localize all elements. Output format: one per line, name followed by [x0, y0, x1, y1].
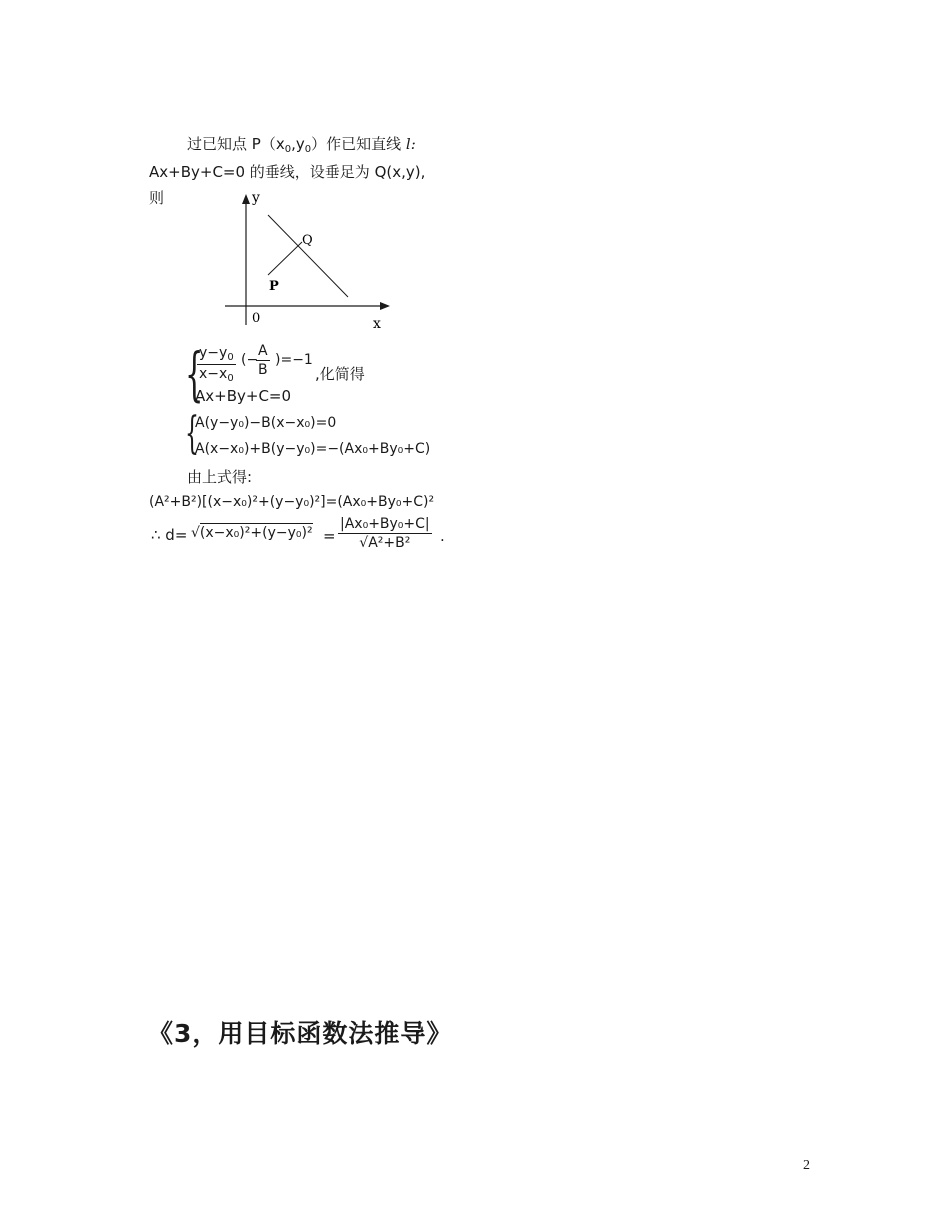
- line-l: [268, 215, 348, 297]
- intro-line-3: 则: [149, 189, 165, 207]
- system2-line1: A(y−y₀)−B(x−x₀)=0: [195, 415, 337, 431]
- point-q-label: Q: [302, 233, 313, 248]
- y-axis-label: y: [252, 190, 260, 206]
- from-above-text: 由上式得:: [187, 468, 253, 486]
- y-axis-arrow: [242, 194, 250, 204]
- system2-brace: {: [185, 408, 199, 459]
- fraction-a-over-b: $\frac{A}{B}$: [257, 343, 268, 378]
- sqrt-expression: √(x−x₀)²+(y−y₀)²: [191, 525, 313, 541]
- perpendicular-segment: [268, 242, 302, 275]
- origin-label: 0: [252, 311, 261, 326]
- simplify-text: ,化简得: [315, 365, 365, 383]
- paren-open: (−: [241, 352, 259, 368]
- therefore-prefix: ∴ d=: [151, 526, 188, 544]
- x-axis-arrow: [380, 302, 390, 310]
- intro-line-1: 过已知点 $P(x_0,y_0)$作已知直线 l:: [187, 135, 416, 155]
- system1-brace: {: [185, 340, 204, 408]
- scanned-derivation-image: [140, 125, 480, 570]
- paren-close: )=−1: [275, 352, 313, 368]
- distance-result-fraction: $\frac{\text{|Ax₀+By₀+C|}}{\text{√A²+B²}}$: [340, 516, 430, 551]
- point-p-label: P: [269, 279, 279, 294]
- system1-line2: Ax+By+C=0: [195, 387, 292, 405]
- result-period: .: [440, 527, 445, 545]
- section-heading: 《3，用目标函数法推导》: [148, 1019, 453, 1048]
- equals-sign: =: [323, 527, 336, 545]
- system2-line2: A(x−x₀)+B(y−y₀)=−(Ax₀+By₀+C): [195, 441, 431, 457]
- fraction-y-over-x: $\frac{y-y_0}{x-x_0}$: [199, 345, 234, 384]
- coordinate-figure: [220, 190, 400, 335]
- squared-equation: (A²+B²)[(x−x₀)²+(y−y₀)²]=(Ax₀+By₀+C)²: [149, 494, 435, 510]
- intro-line-2: Ax+By+C=0 的垂线，设垂足为 Q(x,y),: [149, 163, 426, 181]
- page-number: 2: [803, 1158, 810, 1173]
- x-axis-label: x: [373, 316, 381, 332]
